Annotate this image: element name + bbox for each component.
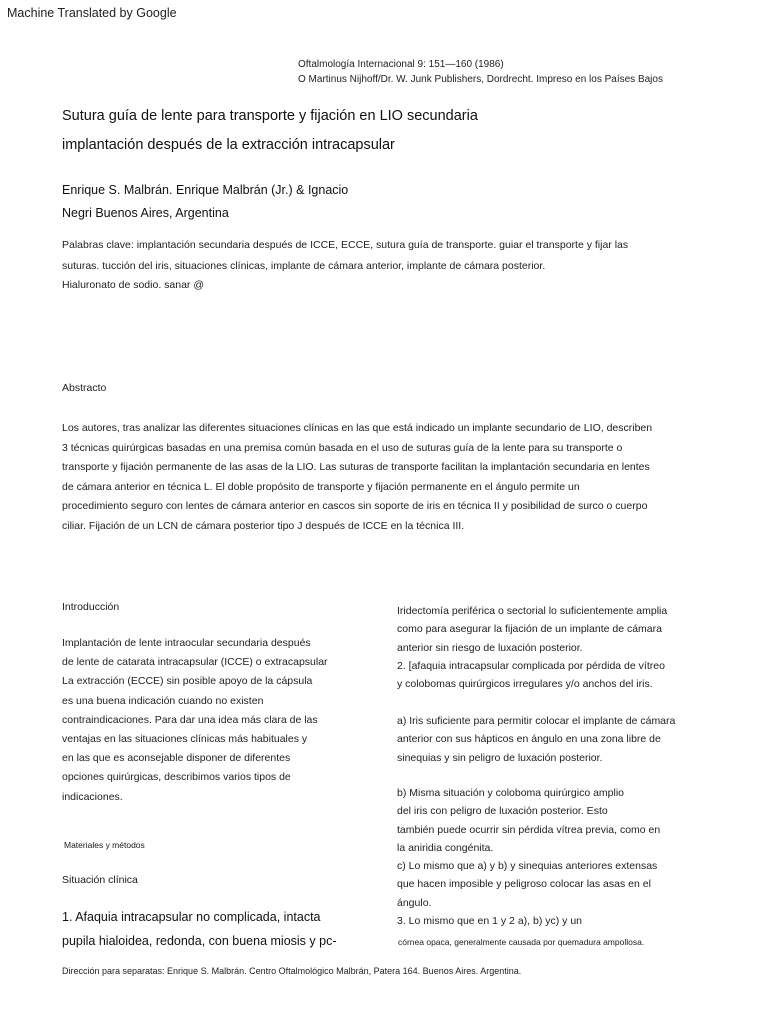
right-line: la aniridia congénita.: [397, 841, 494, 854]
reprint-address-footnote: Dirección para separatas: Enrique S. Malbrán. Centro Oftalmológico Malbrán, Patera 164. Buenos Aires. Argentina.: [62, 966, 522, 976]
abstract-line: de cámara anterior en técnica L. El doble propósito de transporte y fijación permanente en el ángulo permite un: [62, 480, 580, 493]
right-column-block-1: [397, 602, 667, 693]
right-line: 2. [afaquia intracapsular complicada por pérdida de vítreo: [397, 659, 665, 672]
right-line: como para asegurar la fijación de un implante de cámara: [397, 623, 662, 636]
abstract-heading: Abstracto: [62, 382, 107, 394]
intro-line: de lente de catarata intracapsular (ICCE) o extracapsular: [62, 656, 328, 669]
introduction-heading: Introducción: [62, 601, 120, 613]
machine-translated-label: Machine Translated by Google: [7, 6, 177, 20]
introduction-body: [62, 634, 328, 807]
clinical-situation-heading: Situación clínica: [62, 874, 138, 886]
intro-line: es una buena indicación cuando no existen: [62, 694, 264, 707]
cornea-line: córnea opaca, generalmente causada por quemadura ampollosa.: [398, 937, 645, 947]
right-line: b) Misma situación y coloboma quirúrgico amplio: [397, 787, 625, 799]
keywords-line-3: Hialuronato de sodio. sanar @: [62, 279, 204, 291]
right-line: Iridectomía periférica o sectorial lo suficientemente amplia: [397, 605, 668, 617]
right-line: del iris con peligro de luxación posterior. Esto: [397, 805, 608, 818]
abstract-line: ciliar. Fijación de un LCN de cámara posterior tipo J después de ICCE en la técnica III.: [62, 519, 465, 532]
authors-line-1: Enrique S. Malbrán. Enrique Malbrán (Jr.) & Ignacio: [62, 183, 349, 197]
right-line: que hacen imposible y peligroso colocar las asas en el: [397, 878, 651, 891]
intro-line: Implantación de lente intraocular secundaria después: [62, 637, 311, 649]
abstract-body: [62, 419, 712, 536]
abstract-line: Los autores, tras analizar las diferentes situaciones clínicas en las que está indicado un implante secundario de LIO, describen: [62, 422, 653, 434]
right-line: también puede ocurrir sin pérdida vítrea previa, como en: [397, 823, 661, 836]
right-line: anterior con sus hápticos en ángulo en una zona libre de: [397, 733, 661, 746]
right-line: 3. Lo mismo que en 1 y 2 a), b) yc) y un: [397, 915, 583, 928]
intro-line: contraindicaciones. Para dar una idea más clara de las: [62, 713, 318, 726]
intro-line: opciones quirúrgicas, describimos varios tipos de: [62, 771, 291, 784]
right-line: y colobomas quirúrgicos irregulares y/o anchos del iris.: [397, 678, 653, 691]
right-line: sinequias y sin peligro de luxación posterior.: [397, 751, 603, 764]
methods-heading: Materiales y métodos: [64, 840, 145, 850]
keywords-line-1: Palabras clave: implantación secundaria después de ICCE, ECCE, sutura guía de transporte. guiar el transporte y fijar las: [62, 239, 629, 251]
right-line: c) Lo mismo que a) y b) y sinequias anteriores extensas: [397, 860, 658, 873]
journal-citation: Oftalmología Internacional 9: 151—160 (1986): [298, 59, 504, 70]
right-line: ángulo.: [397, 896, 432, 909]
right-line: a) Iris suficiente para permitir colocar el implante de cámara: [397, 715, 676, 727]
item-1-line-2: pupila hialoidea, redonda, con buena miosis y pc-: [62, 934, 337, 948]
abstract-line: procedimiento seguro con lentes de cámara anterior en cascos sin soporte de iris en técnica II y posibilidad de surco o cuerpo: [62, 500, 648, 512]
article-title-line-2: implantación después de la extracción intracapsular: [62, 137, 395, 153]
right-column-block-2: [397, 712, 675, 767]
intro-line: en las que es aconsejable disponer de diferentes: [62, 752, 291, 765]
publisher-line: O Martinus Nijhoff/Dr. W. Junk Publishers, Dordrecht. Impreso en los Países Bajos: [298, 74, 663, 85]
right-column-block-3: [397, 784, 660, 930]
intro-line: La extracción (ECCE) sin posible apoyo de la cápsula: [62, 675, 313, 688]
right-line: anterior sin riesgo de luxación posterior.: [397, 641, 583, 654]
article-title-line-1: Sutura guía de lente para transporte y fijación en LIO secundaria: [62, 108, 478, 124]
keywords-line-2: suturas. tucción del iris, situaciones clínicas, implante de cámara anterior, implante de cámara posterior.: [62, 260, 546, 272]
item-1-line-1: 1. Afaquia intracapsular no complicada, intacta: [62, 910, 321, 924]
abstract-line: transporte y fijación permanente de las asas de la LIO. Las suturas de transporte facilitan la implantación secundaria en lentes: [62, 461, 650, 473]
abstract-line: 3 técnicas quirúrgicas basadas en una premisa común basada en el uso de suturas guía de la lente para su transporte o: [62, 441, 623, 454]
authors-line-2: Negri Buenos Aires, Argentina: [62, 206, 229, 220]
intro-line: ventajas en las situaciones clínicas más habituales y: [62, 733, 308, 746]
intro-line: indicaciones.: [62, 790, 123, 803]
